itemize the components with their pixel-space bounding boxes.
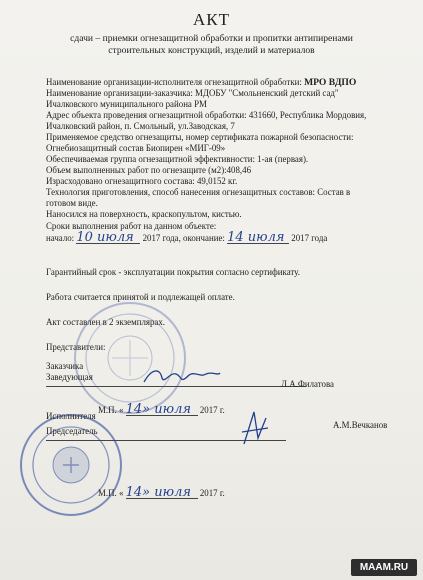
mp1-year: 2017 г.	[199, 405, 225, 415]
contractor-label: Наименование организации-исполнителя огнезащитной обработки:	[46, 77, 302, 87]
start-year: 2017 года, окончание:	[142, 233, 225, 243]
mp1-label: М.П. «	[98, 405, 124, 415]
customer-mp-row	[98, 404, 225, 416]
accepted-line: Работа считается принятой и подлежащей оплате.	[46, 292, 235, 302]
customer-row	[46, 88, 339, 99]
customer-round-seal	[72, 300, 188, 416]
executor-position: Председатель	[46, 426, 98, 436]
document-subtitle-line2: строительных конструкций, изделий и материалов	[108, 45, 315, 56]
customer-name: Л.А.Филатова	[281, 379, 334, 389]
start-label: начало:	[46, 233, 75, 243]
mp2-label: М.П. «	[98, 488, 124, 498]
copies-line: Акт составлен в 2 экземплярах.	[46, 317, 165, 327]
agent-value: Огнебиозащитный состав Биопирен «МИГ-09»	[46, 143, 226, 153]
executor-mp-row	[98, 487, 225, 499]
technology-line1: Технология приготовления, способ нанесения огнезащитных составов: Состав в	[46, 187, 351, 197]
mp1-date-handwritten: 14» июля	[126, 404, 198, 416]
contractor-value: МРО ВДПО	[304, 77, 357, 88]
agent-line: Применяемое средство огнезащиты, номер сертификата пожарной безопасности:	[46, 132, 354, 142]
warranty-line: Гарантийный срок - эксплуатации покрытия согласно сертификату.	[46, 267, 300, 277]
customer-label: Наименование организации-заказчика:	[46, 88, 193, 98]
start-date-handwritten: 10 июля	[76, 232, 140, 244]
executor-title: Исполнителя	[46, 411, 96, 421]
address-line1: Адрес объекта проведения огнезащитной обработки: 431660, Республика Мордовия,	[46, 110, 367, 120]
customer-value: МДОБУ "Смольненский детский сад"	[195, 88, 339, 98]
customer-title: Заказчика	[46, 361, 84, 371]
mp2-year: 2017 г.	[199, 488, 225, 498]
contractor-row	[46, 77, 356, 88]
maam-watermark: MAAM.RU	[351, 559, 417, 576]
executor-name: А.М.Вечканов	[333, 420, 388, 430]
consumed-line: Израсходовано огнезащитного состава: 49,0152 кг.	[46, 176, 238, 186]
applied-line: Наносился на поверхность, краскопультом, кистью.	[46, 209, 242, 219]
customer-position: Заведующая	[46, 372, 93, 382]
document-subtitle-line1: сдачи – приемки огнезащитной обработки и пропитки антипиренами	[70, 33, 353, 44]
executor-signature	[238, 408, 272, 448]
end-year: 2017 года	[291, 233, 328, 243]
representatives-label: Представители:	[46, 342, 106, 352]
technology-line2: готовом виде.	[46, 198, 98, 208]
customer-line2: Ичалковского муниципального района РМ	[46, 99, 207, 109]
volume-line: Объем выполненных работ по огнезащите (м2):408,46	[46, 165, 252, 175]
dates-row	[46, 232, 327, 244]
terms-label: Сроки выполнения работ на данном объекте:	[46, 221, 217, 231]
address-line2: Ичалковский район, п. Смольный, ул.Заводская, 7	[46, 121, 235, 131]
mp2-date-handwritten: 14» июля	[126, 487, 198, 499]
customer-signature	[142, 364, 222, 388]
document-title: АКТ	[193, 10, 230, 29]
efficiency-line: Обеспечиваемая группа огнезащитной эффективности: 1-ая (первая).	[46, 154, 309, 164]
end-date-handwritten: 14 июля	[227, 232, 289, 244]
